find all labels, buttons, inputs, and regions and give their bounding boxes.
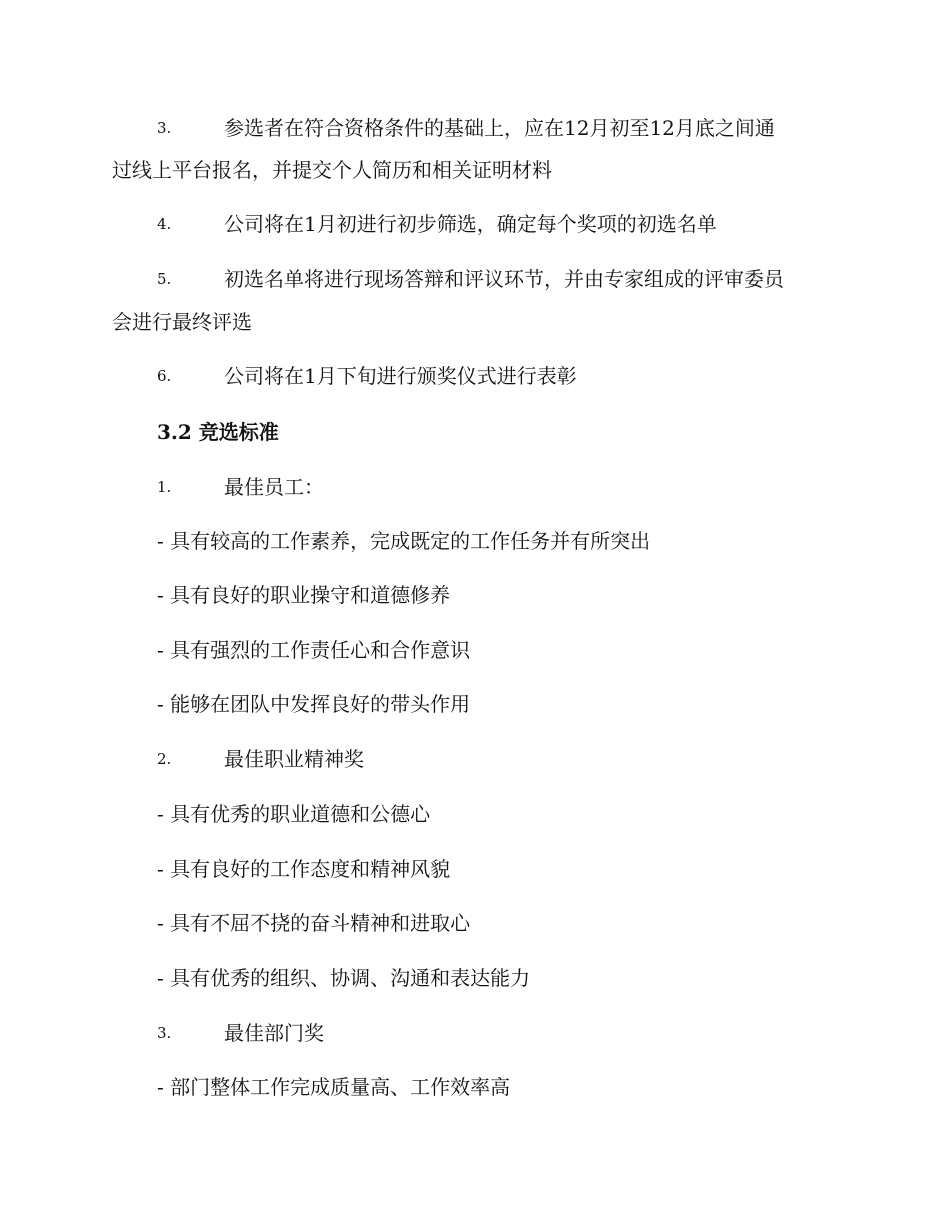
list-item-text: 公司将在1月初进行初步筛选，确定每个奖项的初选名单 <box>224 212 717 236</box>
criteria-bullet: - 具有较高的工作素养，完成既定的工作任务并有所突出 <box>157 529 651 553</box>
list-number: 6. <box>157 367 172 385</box>
list-item-continuation: 会进行最终评选 <box>112 310 252 334</box>
criteria-bullet: - 部门整体工作完成质量高、工作效率高 <box>157 1075 511 1099</box>
list-item-text: 初选名单将进行现场答辩和评议环节，并由专家组成的评审委员 <box>224 267 784 291</box>
criteria-bullet: - 具有优秀的职业道德和公德心 <box>157 802 431 826</box>
criteria-bullet: - 能够在团队中发挥良好的带头作用 <box>157 692 471 716</box>
list-item-text: 公司将在1月下旬进行颁奖仪式进行表彰 <box>224 364 577 388</box>
list-number: 4. <box>157 215 172 233</box>
list-number: 3. <box>157 119 172 137</box>
criteria-bullet: - 具有不屈不挠的奋斗精神和进取心 <box>157 911 471 935</box>
criteria-bullet: - 具有良好的职业操守和道德修养 <box>157 583 451 607</box>
criteria-bullet: - 具有优秀的组织、协调、沟通和表达能力 <box>157 966 531 990</box>
list-item-continuation: 过线上平台报名，并提交个人简历和相关证明材料 <box>112 158 552 182</box>
criteria-title: 最佳部门奖 <box>224 1021 324 1045</box>
section-heading: 3.2 竞选标准 <box>157 420 279 444</box>
criteria-number: 3. <box>157 1024 172 1042</box>
list-number: 5. <box>157 270 172 288</box>
criteria-number: 1. <box>157 478 172 496</box>
list-item-text: 参选者在符合资格条件的基础上，应在12月初至12月底之间通 <box>224 116 775 140</box>
criteria-title: 最佳职业精神奖 <box>224 747 364 771</box>
criteria-number: 2. <box>157 750 172 768</box>
criteria-title: 最佳员工： <box>224 475 324 499</box>
criteria-bullet: - 具有良好的工作态度和精神风貌 <box>157 857 451 881</box>
criteria-bullet: - 具有强烈的工作责任心和合作意识 <box>157 638 471 662</box>
